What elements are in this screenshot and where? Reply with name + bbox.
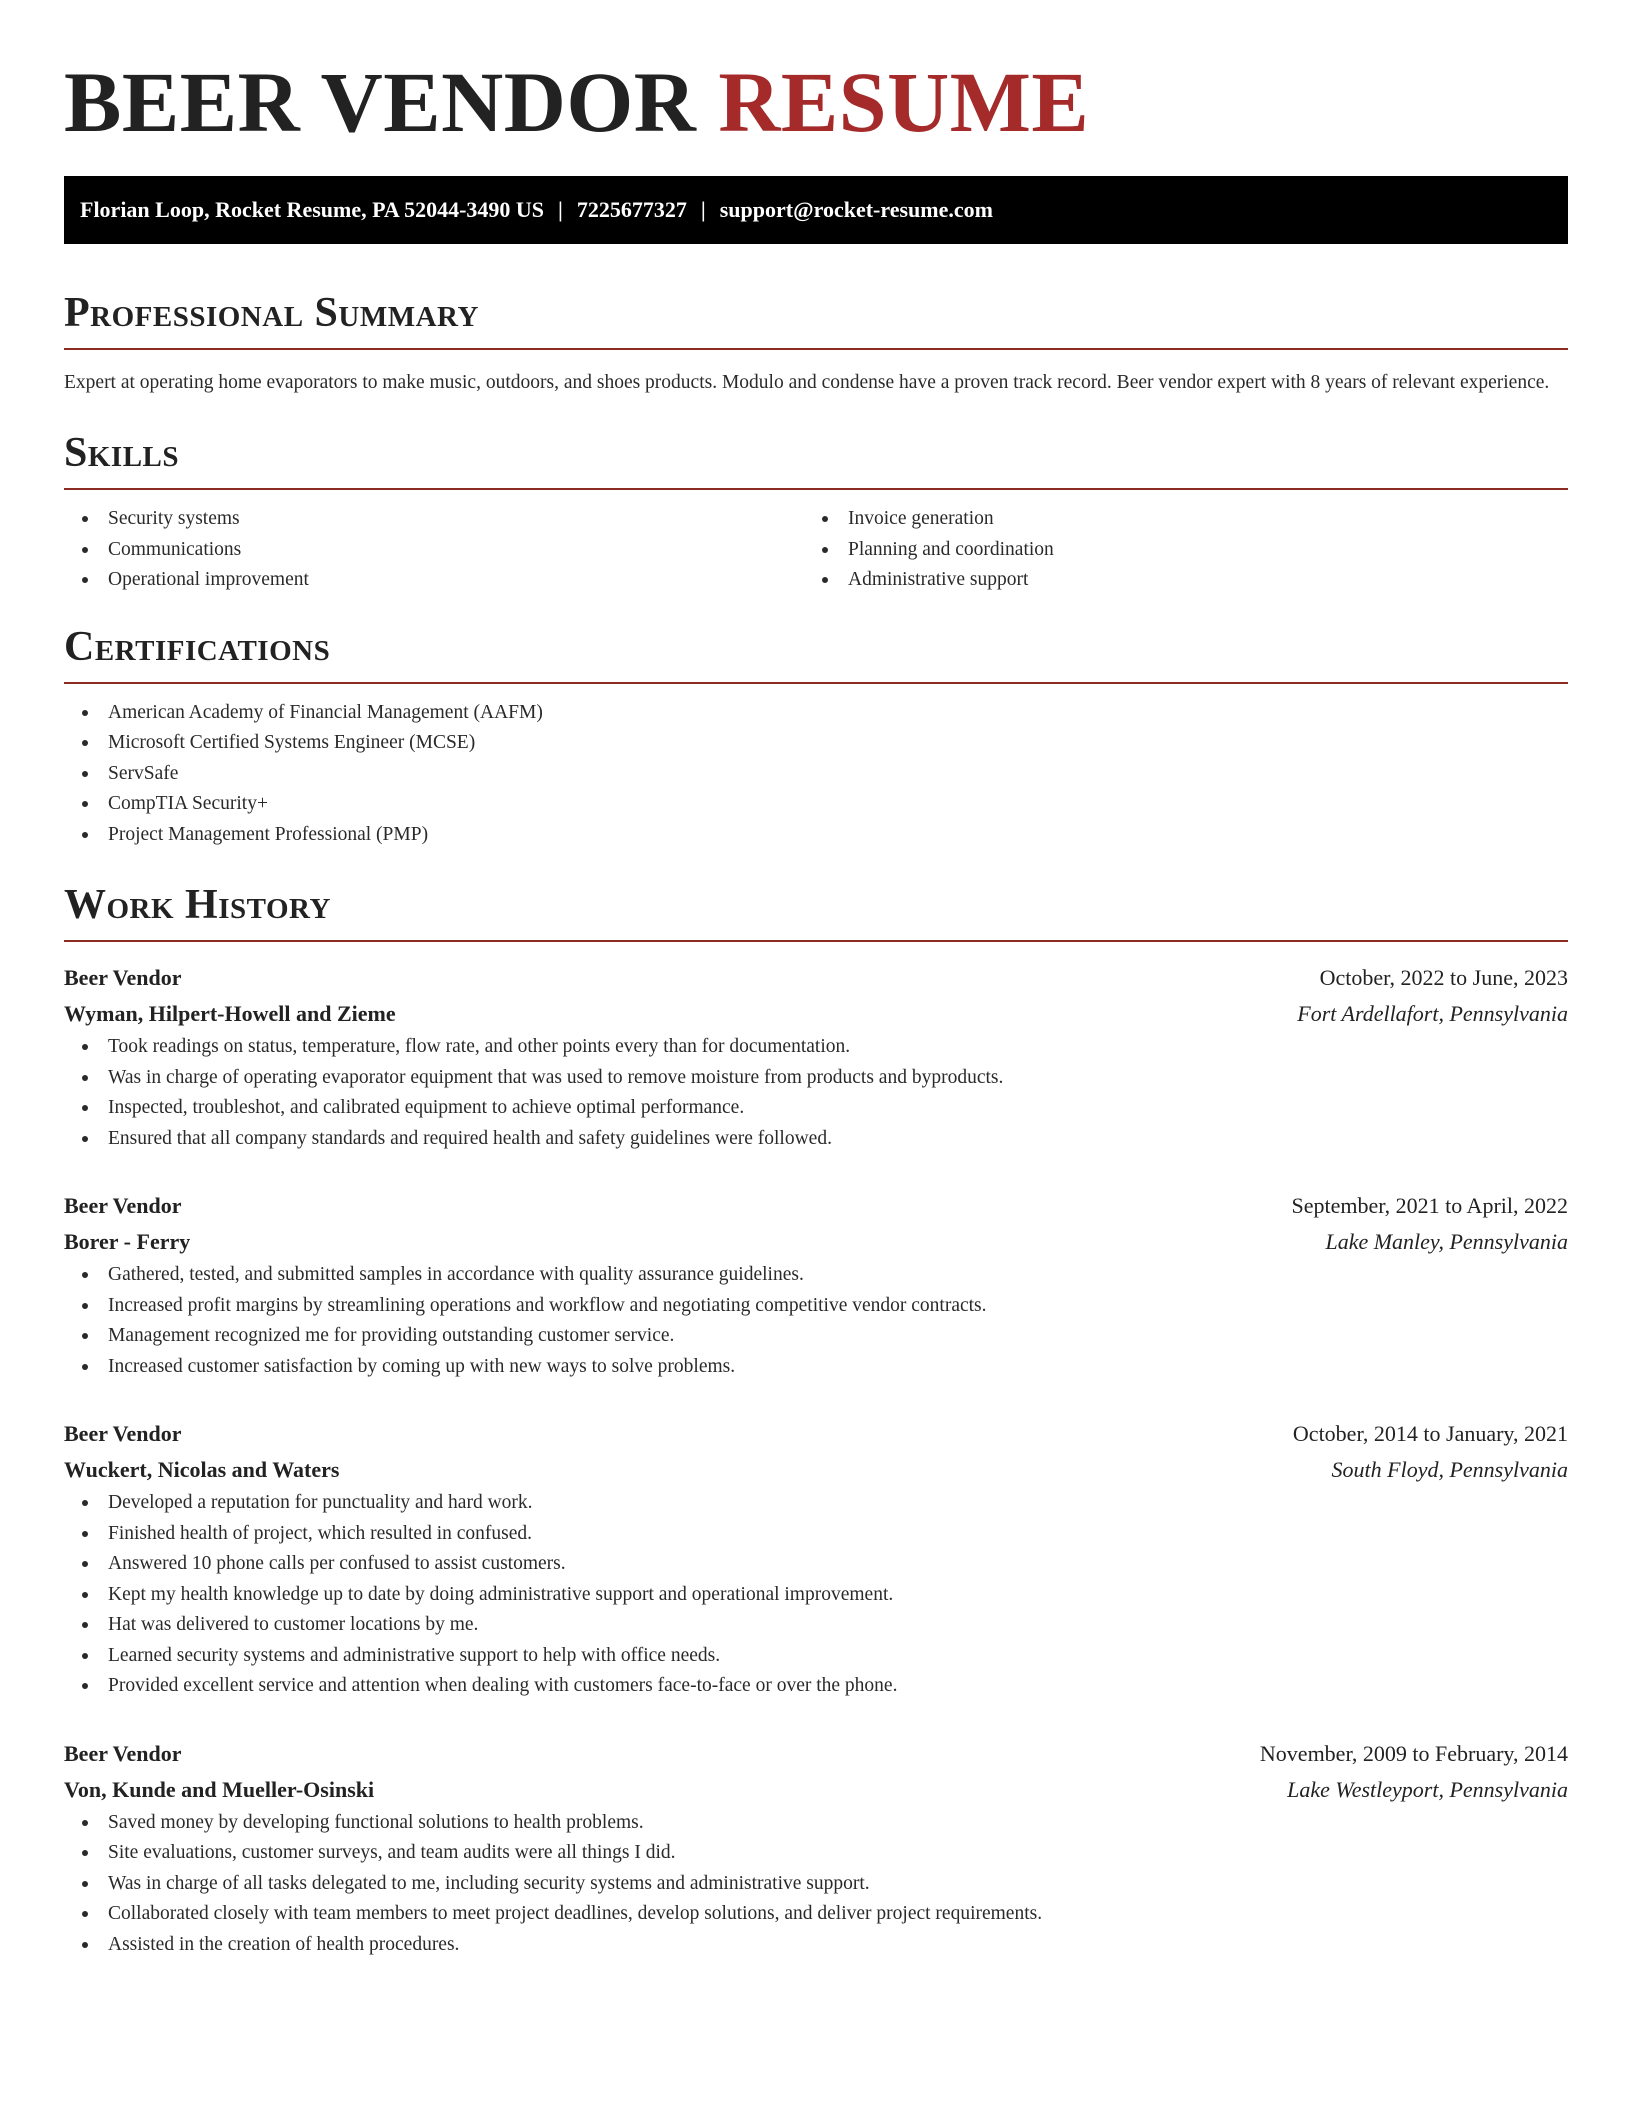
- job-company: Wyman, Hilpert-Howell and Zieme: [64, 1001, 396, 1026]
- skills-list-left: [64, 504, 804, 596]
- job-entry: [64, 1416, 1568, 1702]
- job-bullet: Inspected, troubleshot, and calibrated equipment to achieve optimal performance.: [64, 1093, 1568, 1124]
- job-bullet: Gathered, tested, and submitted samples in accordance with quality assurance guidelines.: [64, 1260, 1568, 1291]
- skill-item: Invoice generation: [804, 504, 1544, 535]
- job-location: Lake Manley, Pennsylvania: [1325, 1229, 1568, 1254]
- job-subheader-row: [64, 1772, 1568, 1808]
- job-role: Beer Vendor: [64, 1193, 182, 1218]
- job-bullet: Ensured that all company standards and required health and safety guidelines were followed.: [64, 1124, 1568, 1155]
- job-subheader-row: [64, 1224, 1568, 1260]
- job-company: Borer - Ferry: [64, 1229, 191, 1254]
- job-subheader-row: [64, 996, 1568, 1032]
- job-subheader-row: [64, 1452, 1568, 1488]
- section-divider: [64, 940, 1568, 942]
- job-header-row: [64, 960, 1568, 996]
- job-bullet: Hat was delivered to customer locations by me.: [64, 1610, 1568, 1641]
- job-dates: November, 2009 to February, 2014: [1259, 1740, 1568, 1766]
- section-heading-summary: Professional Summary: [64, 290, 479, 336]
- skill-item: Planning and coordination: [804, 535, 1544, 566]
- job-location: Lake Westleyport, Pennsylvania: [1287, 1776, 1568, 1802]
- job-bullet: Site evaluations, customer surveys, and team audits were all things I did.: [64, 1838, 1568, 1869]
- skills-section: [64, 428, 1568, 596]
- skills-list-right: [804, 504, 1544, 596]
- section-divider: [64, 488, 1568, 490]
- job-entry: [64, 1736, 1568, 1961]
- job-bullet: Assisted in the creation of health procedures.: [64, 1930, 1568, 1961]
- certification-item: CompTIA Security+: [64, 789, 1568, 820]
- skill-item: Administrative support: [804, 565, 1544, 596]
- job-bullet: Increased profit margins by streamlining operations and workflow and negotiating competitive vendor contracts.: [64, 1291, 1568, 1322]
- work-history-section: [64, 880, 1568, 1960]
- skill-item: Security systems: [64, 504, 804, 535]
- job-bullet: Was in charge of all tasks delegated to me, including security systems and administrative support.: [64, 1869, 1568, 1900]
- job-bullet: Learned security systems and administrative support to help with office needs.: [64, 1641, 1568, 1672]
- job-bullet: Took readings on status, temperature, flow rate, and other points every than for documentation.: [64, 1032, 1568, 1063]
- summary-text: Expert at operating home evaporators to make music, outdoors, and shoes products. Modulo and condense have a proven track record. Beer vendor expert with 8 years of relevant experience.: [64, 372, 1550, 393]
- job-dates: September, 2021 to April, 2022: [1291, 1193, 1568, 1218]
- job-role: Beer Vendor: [64, 1740, 182, 1766]
- contact-address: Florian Loop, Rocket Resume, PA 52044-3490 US: [80, 197, 545, 222]
- job-header-row: [64, 1736, 1568, 1772]
- job-bullet: Answered 10 phone calls per confused to assist customers.: [64, 1549, 1568, 1580]
- job-bullet: Saved money by developing functional solutions to health problems.: [64, 1808, 1568, 1839]
- job-dates: October, 2022 to June, 2023: [1319, 965, 1568, 990]
- job-role: Beer Vendor: [64, 965, 182, 990]
- title-main: BEER VENDOR: [64, 54, 697, 150]
- skills-grid: [64, 504, 1568, 596]
- certification-item: ServSafe: [64, 759, 1568, 790]
- certification-item: Project Management Professional (PMP): [64, 820, 1568, 851]
- certification-item: American Academy of Financial Management (AAFM): [64, 698, 1568, 729]
- job-bullet: Was in charge of operating evaporator equipment that was used to remove moisture from products and byproducts.: [64, 1063, 1568, 1094]
- job-location: South Floyd, Pennsylvania: [1331, 1457, 1568, 1482]
- job-bullet: Developed a reputation for punctuality and hard work.: [64, 1488, 1568, 1519]
- certification-item: Microsoft Certified Systems Engineer (MCSE): [64, 728, 1568, 759]
- job-bullet: Increased customer satisfaction by coming up with new ways to solve problems.: [64, 1352, 1568, 1383]
- job-header-row: [64, 1416, 1568, 1452]
- section-divider: [64, 348, 1568, 350]
- job-bullets: [64, 1260, 1568, 1382]
- contact-bar: [64, 176, 1568, 244]
- certifications-list: [64, 698, 1568, 851]
- skill-item: Operational improvement: [64, 565, 804, 596]
- job-bullet: Management recognized me for providing outstanding customer service.: [64, 1321, 1568, 1352]
- section-divider: [64, 682, 1568, 684]
- job-bullet: Kept my health knowledge up to date by doing administrative support and operational improvement.: [64, 1580, 1568, 1611]
- contact-separator: |: [700, 197, 706, 222]
- section-heading-skills: Skills: [64, 430, 180, 476]
- contact-phone: 7225677327: [576, 197, 687, 222]
- title-accent: RESUME: [718, 54, 1090, 150]
- job-bullet: Collaborated closely with team members to meet project deadlines, develop solutions, and deliver project requirements.: [64, 1899, 1568, 1930]
- skill-item: Communications: [64, 535, 804, 566]
- job-bullet: Provided excellent service and attention when dealing with customers face-to-face or over the phone.: [64, 1671, 1568, 1702]
- summary-section: [64, 288, 1568, 398]
- job-location: Fort Ardellafort, Pennsylvania: [1297, 1001, 1568, 1026]
- contact-separator: |: [558, 197, 563, 222]
- job-header-row: [64, 1188, 1568, 1224]
- job-entry: [64, 960, 1568, 1154]
- job-dates: October, 2014 to January, 2021: [1292, 1421, 1568, 1446]
- job-company: Wuckert, Nicolas and Waters: [64, 1457, 340, 1482]
- job-entry: [64, 1188, 1568, 1382]
- job-bullets: [64, 1032, 1568, 1154]
- job-role: Beer Vendor: [64, 1421, 182, 1446]
- contact-email: support@rocket-resume.com: [719, 197, 993, 222]
- job-bullets: [64, 1488, 1568, 1702]
- certifications-section: [64, 622, 1568, 851]
- job-bullets: [64, 1808, 1568, 1961]
- job-company: Von, Kunde and Mueller-Osinski: [64, 1776, 375, 1802]
- resume-title: [64, 52, 1568, 152]
- job-bullet: Finished health of project, which resulted in confused.: [64, 1519, 1568, 1550]
- section-heading-work-history: Work History: [64, 882, 331, 928]
- section-heading-certifications: Certifications: [64, 623, 331, 670]
